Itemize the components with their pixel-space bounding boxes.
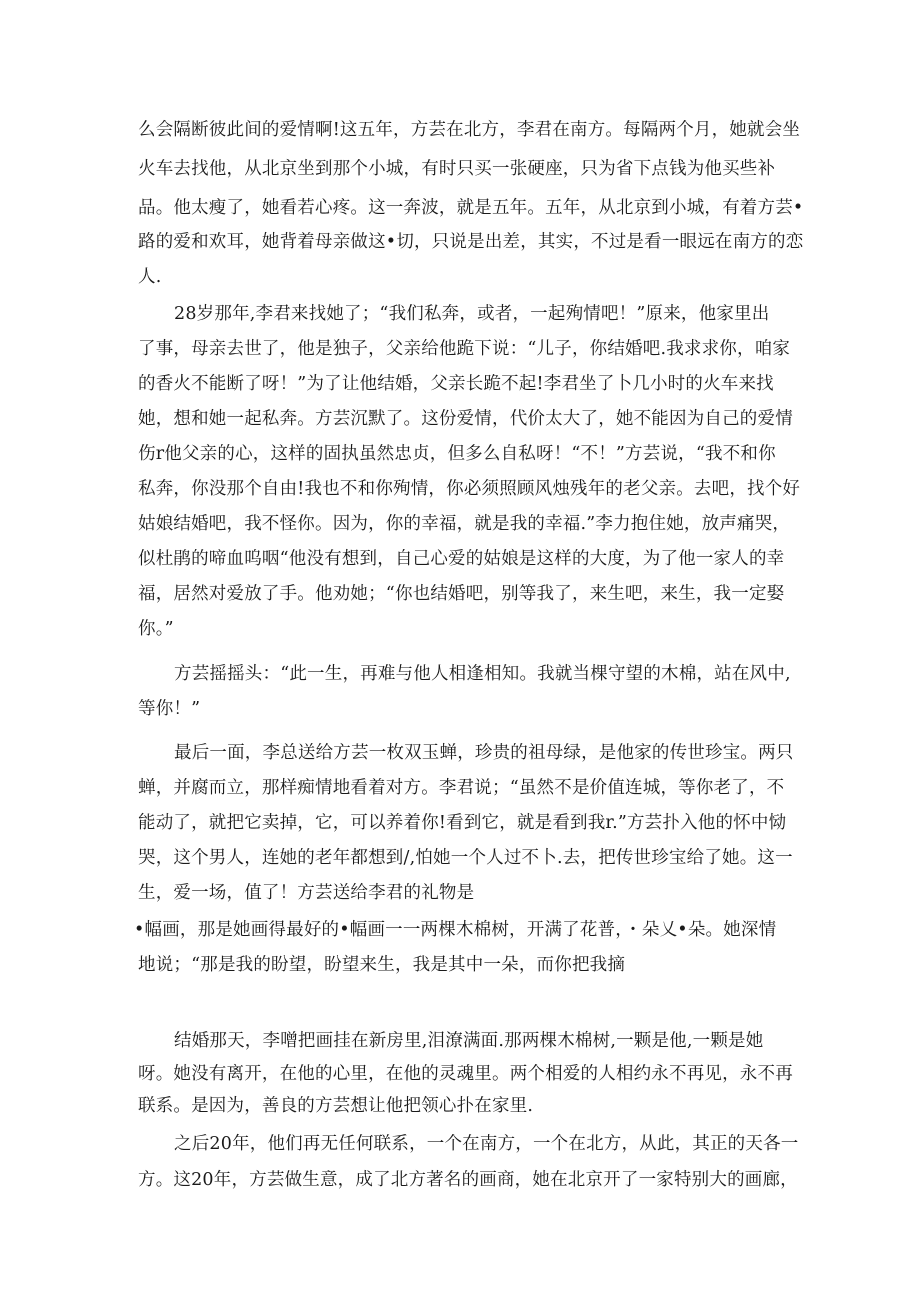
text-line: 么会隔断彼此间的爱情啊!这五年，方芸在北方，李君在南方。每隔两个月，她就会坐 bbox=[138, 120, 801, 140]
text-line: 等你！” bbox=[138, 699, 201, 719]
text-line: 火车去找他，从北京坐到那个小城，有时只买一张硬座，只为省下点钱为他买些补 bbox=[138, 159, 776, 179]
text-line: 福，居然对爱放了手。他劝她；“你也结婚吧，别等我了，来生吧，来生，我一定娶 bbox=[138, 584, 785, 604]
text-line: 蝉，并腐而立，那样痴情地看着对方。李君说；“虽然不是价值连城，等你老了，不 bbox=[138, 778, 785, 798]
text-line: 能动了，就把它卖掉，它，可以养着你!看到它，就是看到我r.”方芸扑入他的怀中恸 bbox=[138, 813, 787, 833]
text-line: 似杜鹃的啼血呜咽“他没有想到，自己心爱的姑娘是这样的大度，为了他一家人的幸 bbox=[138, 549, 785, 569]
paragraph-start-line: 28岁那年,李君来找她了；“我们私奔，或者，一起殉情吧！”原来，他家里出 bbox=[174, 304, 770, 324]
text-line: 伤r他父亲的心，这样的固执虽然忠贞，但多么自私呀！“不！”方芸说，“我不和你 bbox=[138, 444, 776, 464]
text-line: 方。这20年，方芸做生意，成了北方著名的画商，她在北京开了一家特别大的画廊， bbox=[138, 1170, 798, 1190]
text-line: 路的爱和欢耳，她背着母亲做这•切，只说是出差，其实，不过是看一眼远在南方的恋 bbox=[138, 232, 804, 252]
text-line: 哭，这个男人，连她的老年都想到/,怕她一个人过不卜.去，把传世珍宝给了她。这一 bbox=[138, 848, 793, 868]
text-line: •幅画，那是她画得最好的•幅画一一两棵木棉树，开满了花普，・朵乂•朵。她深情 bbox=[134, 920, 777, 940]
text-line: 的香火不能断了呀！”为了让他结婚，父亲长跪不起!李君坐了卜几小时的火车来找 bbox=[138, 374, 774, 394]
text-line: 品。他太瘦了，她看若心疼。这一奔波，就是五年。五年，从北京到小城，有着方芸• bbox=[138, 198, 804, 218]
text-line: 你。” bbox=[138, 619, 174, 639]
text-line: 联系。是因为，善良的方芸想让他把领心扑在家里. bbox=[138, 1096, 534, 1116]
paragraph-start-line: 最后一面，李总送给方芸一枚双玉蝉，珍贵的祖母绿，是他家的传世珍宝。两只 bbox=[174, 743, 794, 763]
text-line: 姑娘结婚吧，我不怪你。因为，你的幸福，就是我的幸福.”李力抱住她，放声痛哭， bbox=[138, 514, 791, 534]
text-line: 人. bbox=[138, 267, 162, 287]
paragraph-start-line: 结婚那天，李噌把画挂在新房里,泪潦满面.那两棵木棉树,一颗是他,一颗是她 bbox=[174, 1031, 764, 1051]
text-line: 私奔，你没那个自由!我也不和你殉情，你必须照顾风烛残年的老父亲。去吧，找个好 bbox=[138, 479, 801, 499]
text-line: 地说；“那是我的盼望，盼望来生，我是其中一朵，而你把我摘 bbox=[138, 955, 626, 975]
text-line: 呀。她没有离开，在他的心里，在他的灵魂里。两个相爱的人相约永不再见，永不再 bbox=[138, 1064, 793, 1084]
paragraph-start-line: 方芸摇摇头：“此一生，再难与他人相逢相知。我就当棵守望的木棉，站在风中, bbox=[174, 664, 791, 684]
text-line: 生，爱一场，值了！方芸送给李君的礼物是 bbox=[138, 883, 475, 903]
paragraph-start-line: 之后20年，他们再无任何联系，一个在南方，一个在北方，从此，其正的天各一 bbox=[174, 1134, 799, 1154]
text-line: 了事，母亲去世了，他是独子，父亲给他跪下说：“儿子，你结婚吧.我求求你，咱家 bbox=[138, 339, 791, 359]
text-line: 她，想和她一起私奔。方芸沉默了。这份爱情，代价太大了，她不能因为自己的爱情 bbox=[138, 409, 793, 429]
